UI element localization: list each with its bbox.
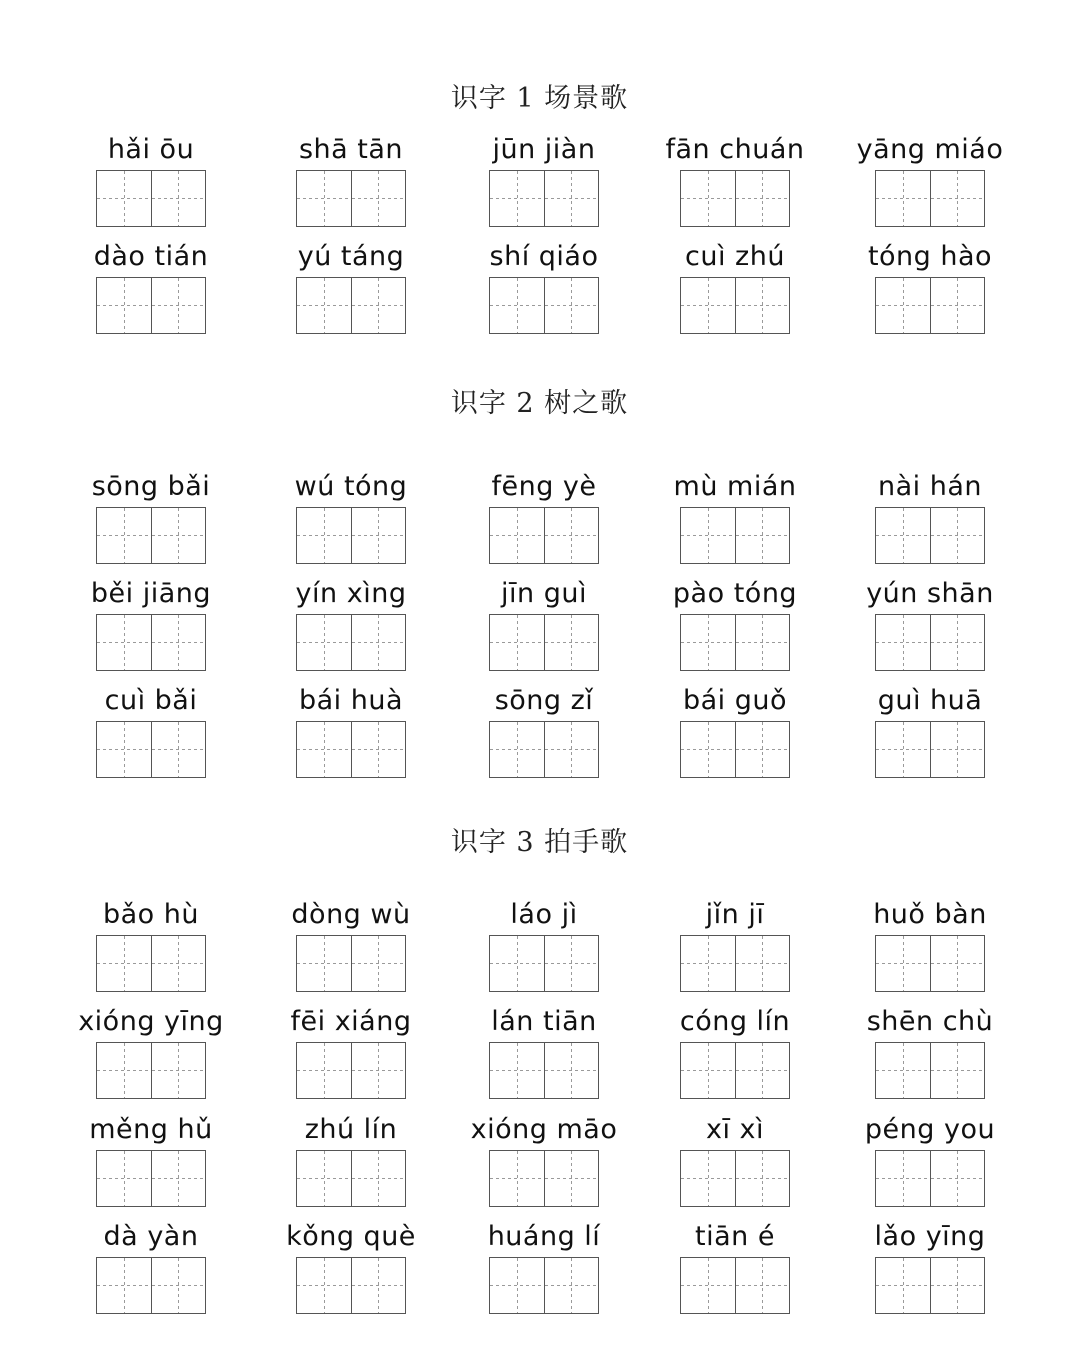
tianzi-box[interactable] <box>297 508 351 563</box>
writing-grid[interactable] <box>680 170 790 227</box>
section-title-2: 识字 2 树之歌 <box>450 388 629 419</box>
pinyin-label: bǎo hù <box>102 899 199 930</box>
tianzi-box[interactable] <box>544 508 598 563</box>
word-cell <box>449 684 639 781</box>
tianzi-box[interactable] <box>876 1258 930 1313</box>
word-cell <box>56 577 246 674</box>
word-cell <box>56 240 246 337</box>
pinyin-label: dà yàn <box>103 1221 199 1252</box>
word-cell <box>835 133 1025 230</box>
writing-grid[interactable] <box>875 277 985 334</box>
tianzi-box[interactable] <box>544 1258 598 1313</box>
tianzi-box[interactable] <box>876 1151 930 1206</box>
word-cell <box>640 577 830 674</box>
word-cell <box>449 577 639 674</box>
word-cell <box>56 1113 246 1210</box>
tianzi-box[interactable] <box>490 1151 544 1206</box>
word-cell <box>256 1113 446 1210</box>
pinyin-label: cuì bǎi <box>104 685 198 716</box>
pinyin-label: dào tián <box>93 241 209 272</box>
tianzi-box[interactable] <box>681 171 735 226</box>
writing-grid[interactable] <box>96 277 206 334</box>
tianzi-box[interactable] <box>681 278 735 333</box>
word-cell <box>256 1005 446 1102</box>
word-cell <box>835 1220 1025 1317</box>
tianzi-box[interactable] <box>544 936 598 991</box>
word-cell <box>56 1220 246 1317</box>
tianzi-box[interactable] <box>876 1043 930 1098</box>
word-cell <box>449 1220 639 1317</box>
word-cell <box>256 133 446 230</box>
word-cell <box>56 133 246 230</box>
word-cell <box>256 898 446 995</box>
word-cell <box>640 684 830 781</box>
tianzi-box[interactable] <box>544 278 598 333</box>
pinyin-label: sōng zǐ <box>494 685 594 716</box>
word-cell <box>56 1005 246 1102</box>
tianzi-box[interactable] <box>151 936 205 991</box>
tianzi-box[interactable] <box>351 1043 405 1098</box>
word-cell <box>449 470 639 567</box>
tianzi-box[interactable] <box>351 278 405 333</box>
tianzi-box[interactable] <box>351 1151 405 1206</box>
word-cell <box>835 684 1025 781</box>
pinyin-label: tiān é <box>695 1221 775 1252</box>
tianzi-box[interactable] <box>490 722 544 777</box>
tianzi-box[interactable] <box>735 278 789 333</box>
tianzi-box[interactable] <box>97 1151 151 1206</box>
tianzi-box[interactable] <box>544 171 598 226</box>
writing-grid[interactable] <box>296 1042 406 1099</box>
tianzi-box[interactable] <box>735 722 789 777</box>
tianzi-box[interactable] <box>490 1258 544 1313</box>
tianzi-box[interactable] <box>97 722 151 777</box>
tianzi-box[interactable] <box>351 1258 405 1313</box>
pinyin-label: mù mián <box>673 471 797 502</box>
pinyin-label: huǒ bàn <box>873 899 987 930</box>
word-cell <box>256 1220 446 1317</box>
tianzi-box[interactable] <box>544 1043 598 1098</box>
writing-grid[interactable] <box>96 1150 206 1207</box>
tianzi-box[interactable] <box>297 1043 351 1098</box>
tianzi-box[interactable] <box>97 508 151 563</box>
section-title-1: 识字 1 场景歌 <box>450 83 629 114</box>
pinyin-label: fēi xiáng <box>290 1006 412 1037</box>
tianzi-box[interactable] <box>297 615 351 670</box>
word-cell <box>449 898 639 995</box>
pinyin-label: péng you <box>864 1114 996 1145</box>
writing-grid[interactable] <box>489 507 599 564</box>
tianzi-box[interactable] <box>151 1258 205 1313</box>
word-cell <box>835 898 1025 995</box>
pinyin-label: nài hán <box>877 471 982 502</box>
word-cell <box>449 240 639 337</box>
tianzi-box[interactable] <box>97 615 151 670</box>
word-cell <box>640 1220 830 1317</box>
word-cell <box>835 470 1025 567</box>
pinyin-label: shí qiáo <box>489 241 599 272</box>
tianzi-box[interactable] <box>490 508 544 563</box>
tianzi-box[interactable] <box>735 936 789 991</box>
pinyin-label: wú tóng <box>294 471 408 502</box>
writing-grid[interactable] <box>96 721 206 778</box>
tianzi-box[interactable] <box>151 615 205 670</box>
pinyin-label: yú táng <box>297 241 405 272</box>
tianzi-box[interactable] <box>297 1258 351 1313</box>
tianzi-box[interactable] <box>97 278 151 333</box>
word-cell <box>256 684 446 781</box>
tianzi-box[interactable] <box>930 1043 984 1098</box>
writing-grid[interactable] <box>296 721 406 778</box>
tianzi-box[interactable] <box>930 1151 984 1206</box>
tianzi-box[interactable] <box>490 278 544 333</box>
tianzi-box[interactable] <box>930 936 984 991</box>
pinyin-label: xī xì <box>705 1114 765 1145</box>
tianzi-box[interactable] <box>735 1258 789 1313</box>
writing-grid[interactable] <box>680 277 790 334</box>
pinyin-label: fēng yè <box>491 471 597 502</box>
tianzi-box[interactable] <box>735 171 789 226</box>
tianzi-box[interactable] <box>681 936 735 991</box>
writing-grid[interactable] <box>875 721 985 778</box>
writing-grid[interactable] <box>489 1257 599 1314</box>
word-cell <box>835 240 1025 337</box>
word-cell <box>56 470 246 567</box>
word-cell <box>640 1005 830 1102</box>
tianzi-box[interactable] <box>930 615 984 670</box>
tianzi-box[interactable] <box>544 615 598 670</box>
tianzi-box[interactable] <box>97 1043 151 1098</box>
writing-grid[interactable] <box>489 1150 599 1207</box>
tianzi-box[interactable] <box>351 936 405 991</box>
writing-grid[interactable] <box>680 1042 790 1099</box>
tianzi-box[interactable] <box>930 1258 984 1313</box>
writing-grid[interactable] <box>875 1150 985 1207</box>
writing-grid[interactable] <box>489 935 599 992</box>
tianzi-box[interactable] <box>681 1043 735 1098</box>
pinyin-label: sōng bǎi <box>91 471 211 502</box>
pinyin-label: shēn chù <box>866 1006 994 1037</box>
pinyin-label: xióng yīng <box>78 1006 224 1037</box>
pinyin-label: lǎo yīng <box>874 1221 986 1252</box>
word-cell <box>449 1005 639 1102</box>
word-cell <box>640 898 830 995</box>
tianzi-box[interactable] <box>297 171 351 226</box>
pinyin-label: fān chuán <box>665 134 805 165</box>
word-cell <box>640 240 830 337</box>
writing-grid[interactable] <box>296 1257 406 1314</box>
pinyin-label: yín xìng <box>295 578 407 609</box>
word-cell <box>835 1005 1025 1102</box>
pinyin-label: jūn jiàn <box>492 134 596 165</box>
writing-grid[interactable] <box>296 1150 406 1207</box>
tianzi-box[interactable] <box>544 1151 598 1206</box>
tianzi-box[interactable] <box>681 722 735 777</box>
tianzi-box[interactable] <box>490 171 544 226</box>
pinyin-label: guì huā <box>877 685 983 716</box>
writing-grid[interactable] <box>489 1042 599 1099</box>
writing-grid[interactable] <box>875 170 985 227</box>
tianzi-box[interactable] <box>151 278 205 333</box>
section-title-3: 识字 3 拍手歌 <box>450 827 629 858</box>
pinyin-label: xióng māo <box>470 1114 618 1145</box>
pinyin-label: zhú lín <box>304 1114 398 1145</box>
tianzi-box[interactable] <box>351 615 405 670</box>
writing-grid[interactable] <box>296 935 406 992</box>
writing-grid[interactable] <box>296 170 406 227</box>
pinyin-label: tóng hào <box>867 241 993 272</box>
tianzi-box[interactable] <box>97 1258 151 1313</box>
pinyin-label: yāng miáo <box>856 134 1004 165</box>
tianzi-box[interactable] <box>681 1258 735 1313</box>
tianzi-box[interactable] <box>876 278 930 333</box>
pinyin-label: cóng lín <box>679 1006 791 1037</box>
tianzi-box[interactable] <box>681 508 735 563</box>
pinyin-label: jīn guì <box>501 578 587 609</box>
tianzi-box[interactable] <box>351 508 405 563</box>
word-cell <box>640 1113 830 1210</box>
pinyin-label: měng hǔ <box>89 1114 213 1145</box>
tianzi-box[interactable] <box>490 936 544 991</box>
word-cell <box>640 470 830 567</box>
pinyin-label: láo jì <box>510 899 578 930</box>
writing-grid[interactable] <box>680 1150 790 1207</box>
writing-grid[interactable] <box>489 277 599 334</box>
tianzi-box[interactable] <box>151 1151 205 1206</box>
tianzi-box[interactable] <box>151 722 205 777</box>
pinyin-label: bái guǒ <box>682 685 788 716</box>
tianzi-box[interactable] <box>681 615 735 670</box>
writing-grid[interactable] <box>96 614 206 671</box>
tianzi-box[interactable] <box>544 722 598 777</box>
word-cell <box>449 133 639 230</box>
word-cell <box>640 133 830 230</box>
pinyin-label: cuì zhú <box>685 241 785 272</box>
tianzi-box[interactable] <box>735 508 789 563</box>
writing-grid[interactable] <box>680 935 790 992</box>
writing-grid[interactable] <box>680 507 790 564</box>
tianzi-box[interactable] <box>681 1151 735 1206</box>
word-cell <box>256 577 446 674</box>
word-cell <box>256 470 446 567</box>
writing-grid[interactable] <box>680 721 790 778</box>
writing-grid[interactable] <box>96 935 206 992</box>
pinyin-label: dòng wù <box>291 899 411 930</box>
tianzi-box[interactable] <box>930 722 984 777</box>
pinyin-label: běi jiāng <box>90 578 212 609</box>
writing-grid[interactable] <box>680 614 790 671</box>
writing-grid[interactable] <box>489 721 599 778</box>
pinyin-label: yún shān <box>866 578 994 609</box>
pinyin-label: shā tān <box>298 134 404 165</box>
writing-grid[interactable] <box>489 170 599 227</box>
pinyin-label: pào tóng <box>672 578 798 609</box>
tianzi-box[interactable] <box>735 1043 789 1098</box>
tianzi-box[interactable] <box>490 1043 544 1098</box>
writing-grid[interactable] <box>875 935 985 992</box>
tianzi-box[interactable] <box>490 615 544 670</box>
tianzi-box[interactable] <box>297 278 351 333</box>
writing-grid[interactable] <box>96 507 206 564</box>
tianzi-box[interactable] <box>97 936 151 991</box>
writing-grid[interactable] <box>875 507 985 564</box>
tianzi-box[interactable] <box>297 722 351 777</box>
tianzi-box[interactable] <box>876 171 930 226</box>
tianzi-box[interactable] <box>297 1151 351 1206</box>
tianzi-box[interactable] <box>876 615 930 670</box>
word-cell <box>449 1113 639 1210</box>
tianzi-box[interactable] <box>876 722 930 777</box>
pinyin-label: huáng lí <box>487 1221 601 1252</box>
pinyin-label: lán tiān <box>491 1006 597 1037</box>
word-cell <box>56 898 246 995</box>
writing-grid[interactable] <box>96 1257 206 1314</box>
pinyin-label: kǒng què <box>286 1221 416 1252</box>
tianzi-box[interactable] <box>735 615 789 670</box>
writing-grid[interactable] <box>96 170 206 227</box>
tianzi-box[interactable] <box>876 936 930 991</box>
tianzi-box[interactable] <box>97 171 151 226</box>
tianzi-box[interactable] <box>876 508 930 563</box>
word-cell <box>56 684 246 781</box>
tianzi-box[interactable] <box>351 722 405 777</box>
writing-grid[interactable] <box>296 277 406 334</box>
writing-grid[interactable] <box>296 507 406 564</box>
writing-grid[interactable] <box>489 614 599 671</box>
word-cell <box>835 1113 1025 1210</box>
writing-grid[interactable] <box>96 1042 206 1099</box>
tianzi-box[interactable] <box>735 1151 789 1206</box>
writing-grid[interactable] <box>875 1042 985 1099</box>
writing-grid[interactable] <box>875 1257 985 1314</box>
tianzi-box[interactable] <box>930 278 984 333</box>
pinyin-label: jǐn jī <box>705 899 765 930</box>
tianzi-box[interactable] <box>151 508 205 563</box>
pinyin-label: bái huà <box>298 685 404 716</box>
tianzi-box[interactable] <box>930 508 984 563</box>
word-cell <box>835 577 1025 674</box>
writing-grid[interactable] <box>296 614 406 671</box>
tianzi-box[interactable] <box>151 171 205 226</box>
pinyin-label: hǎi ōu <box>107 134 195 165</box>
tianzi-box[interactable] <box>351 171 405 226</box>
tianzi-box[interactable] <box>151 1043 205 1098</box>
tianzi-box[interactable] <box>297 936 351 991</box>
word-cell <box>256 240 446 337</box>
writing-grid[interactable] <box>680 1257 790 1314</box>
tianzi-box[interactable] <box>930 171 984 226</box>
writing-grid[interactable] <box>875 614 985 671</box>
